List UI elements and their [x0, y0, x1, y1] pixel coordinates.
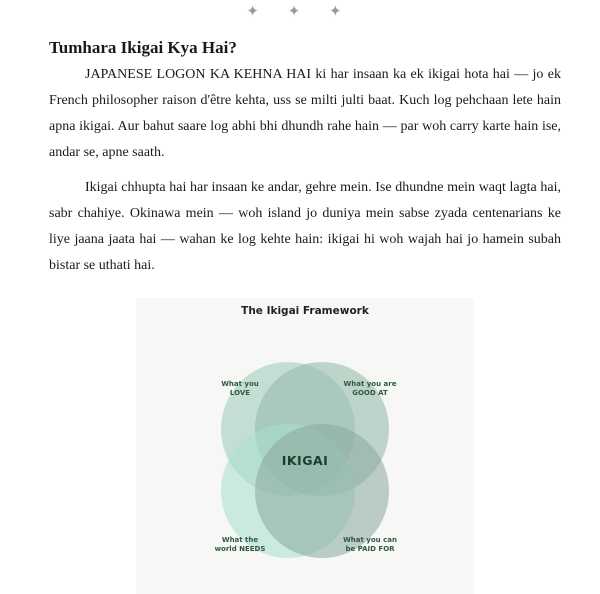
label-world-needs-line1: What the: [221, 536, 259, 544]
label-paid-for-line2: be PAID FOR: [345, 545, 395, 553]
label-love-line2: LOVE: [229, 389, 251, 397]
label-paid-for-line1: What you can: [343, 536, 397, 544]
figure-title: The Ikigai Framework: [241, 305, 369, 317]
label-world-needs-line2: world NEEDS: [214, 545, 266, 553]
label-love-line1: What you: [221, 380, 259, 388]
label-good-at-line1: What you are: [343, 380, 397, 388]
ikigai-center-label: IKIGAI: [281, 453, 329, 468]
paragraph-2: Ikigai chhupta hai har insaan ke andar, gehre mein. Ise dhundne mein waqt lagta hai, sabr chahiye. Okinawa mein — woh island jo duniya mein sabse zyada centenarians ke liye jaana jaata hai — wahan ke log kehte hain: ikigai hi woh wajah hai jo hamein subah bistar se uthati hai.: [49, 180, 561, 273]
article-heading: Tumhara Ikigai Kya Hai?: [49, 38, 237, 57]
section-ornament: ✦ ✦ ✦: [246, 2, 354, 20]
paragraph-1: JAPANESE LOGON KA KEHNA HAI ki har insaan ka ek ikigai hota hai — jo ek French philosopher raison d'être kehta, uss se milti julti baat. Kuch log pehchaan lete hain apna ikigai. Aur bahut saare log abhi bhi dhundh rahe hain — par woh carry karte hain ise, andar se, apne saath.: [49, 67, 561, 160]
article-body: [49, 38, 561, 279]
ikigai-venn-diagram: [136, 298, 474, 594]
ikigai-figure: [136, 298, 474, 594]
label-good-at-line2: GOOD AT: [352, 389, 388, 397]
